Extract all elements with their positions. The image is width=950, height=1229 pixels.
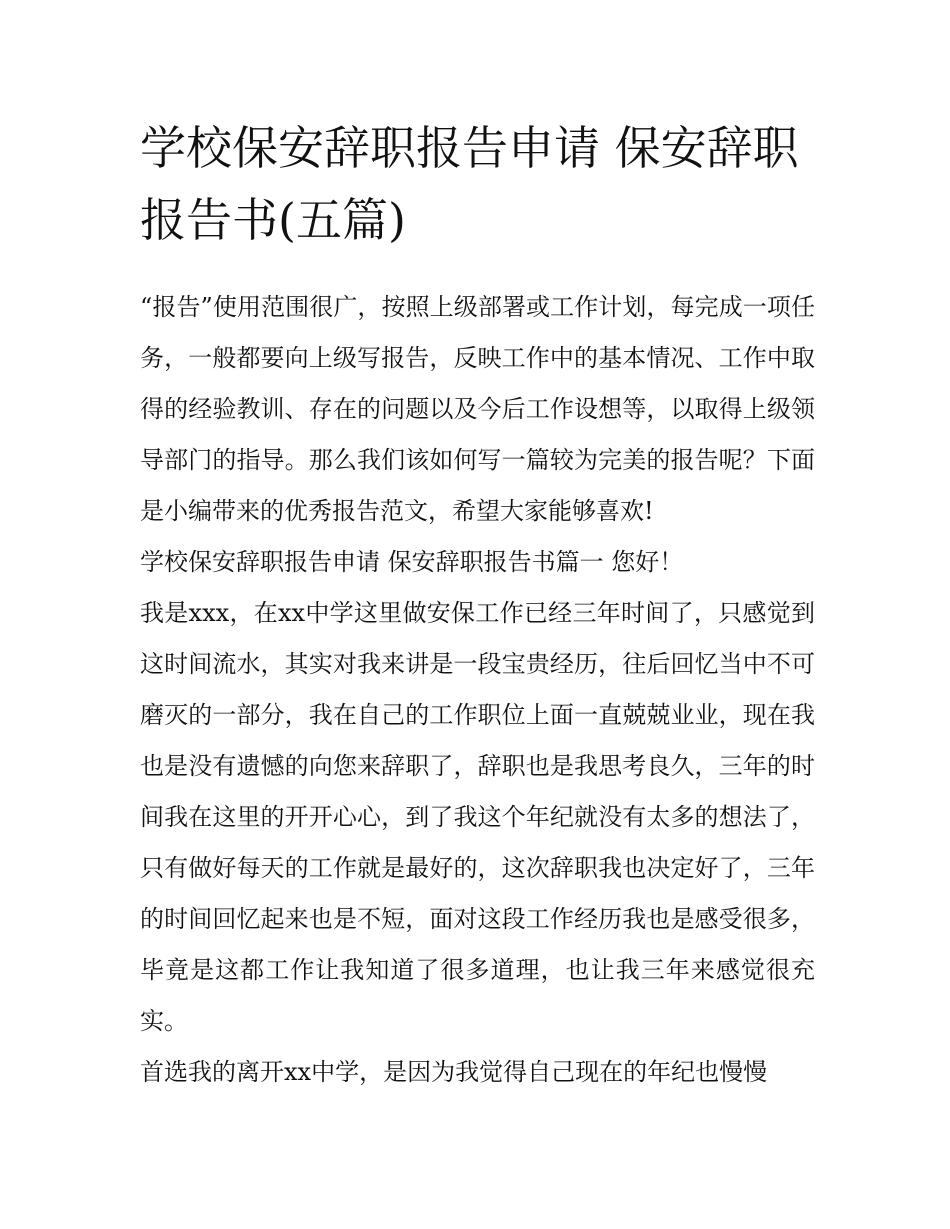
document-body [140, 282, 815, 1098]
document-content [140, 112, 815, 1098]
document-title: 学校保安辞职报告申请 保安辞职报告书(五篇) [140, 121, 799, 247]
intro-paragraph: “报告”使用范围很广，按照上级部署或工作计划，每完成一项任务，一般都要向上级写报告，反映工作中的基本情况、工作中取得的经验教训、存在的问题以及今后工作设想等，以取得上级领导部门的指导。那么我们该如何写一篇较为完美的报告呢？下面是小编带来的优秀报告范文，希望大家能够喜欢! [140, 293, 815, 525]
body-paragraph: 我是xxx，在xx中学这里做安保工作已经三年时间了，只感觉到这时间流水，其实对我来讲是一段宝贵经历，往后回忆当中不可磨灭的一部分，我在自己的工作职位上面一直兢兢业业，现在我也是没有遗憾的向您来辞职了，辞职也是我思考良久，三年的时间我在这里的开开心心，到了我这个年纪就没有太多的想法了，只有做好每天的工作就是最好的，这次辞职我也决定好了，三年的时间回忆起来也是不短，面对这段工作经历我也是感受很多，毕竟是这都工作让我知道了很多道理，也让我三年来感觉很充实。 [140, 599, 815, 1035]
body-paragraph: 首选我的离开xx中学，是因为我觉得自己现在的年纪也慢慢 [140, 1058, 768, 1086]
section-heading-paragraph: 学校保安辞职报告申请 保安辞职报告书篇一 您好！ [140, 548, 684, 576]
